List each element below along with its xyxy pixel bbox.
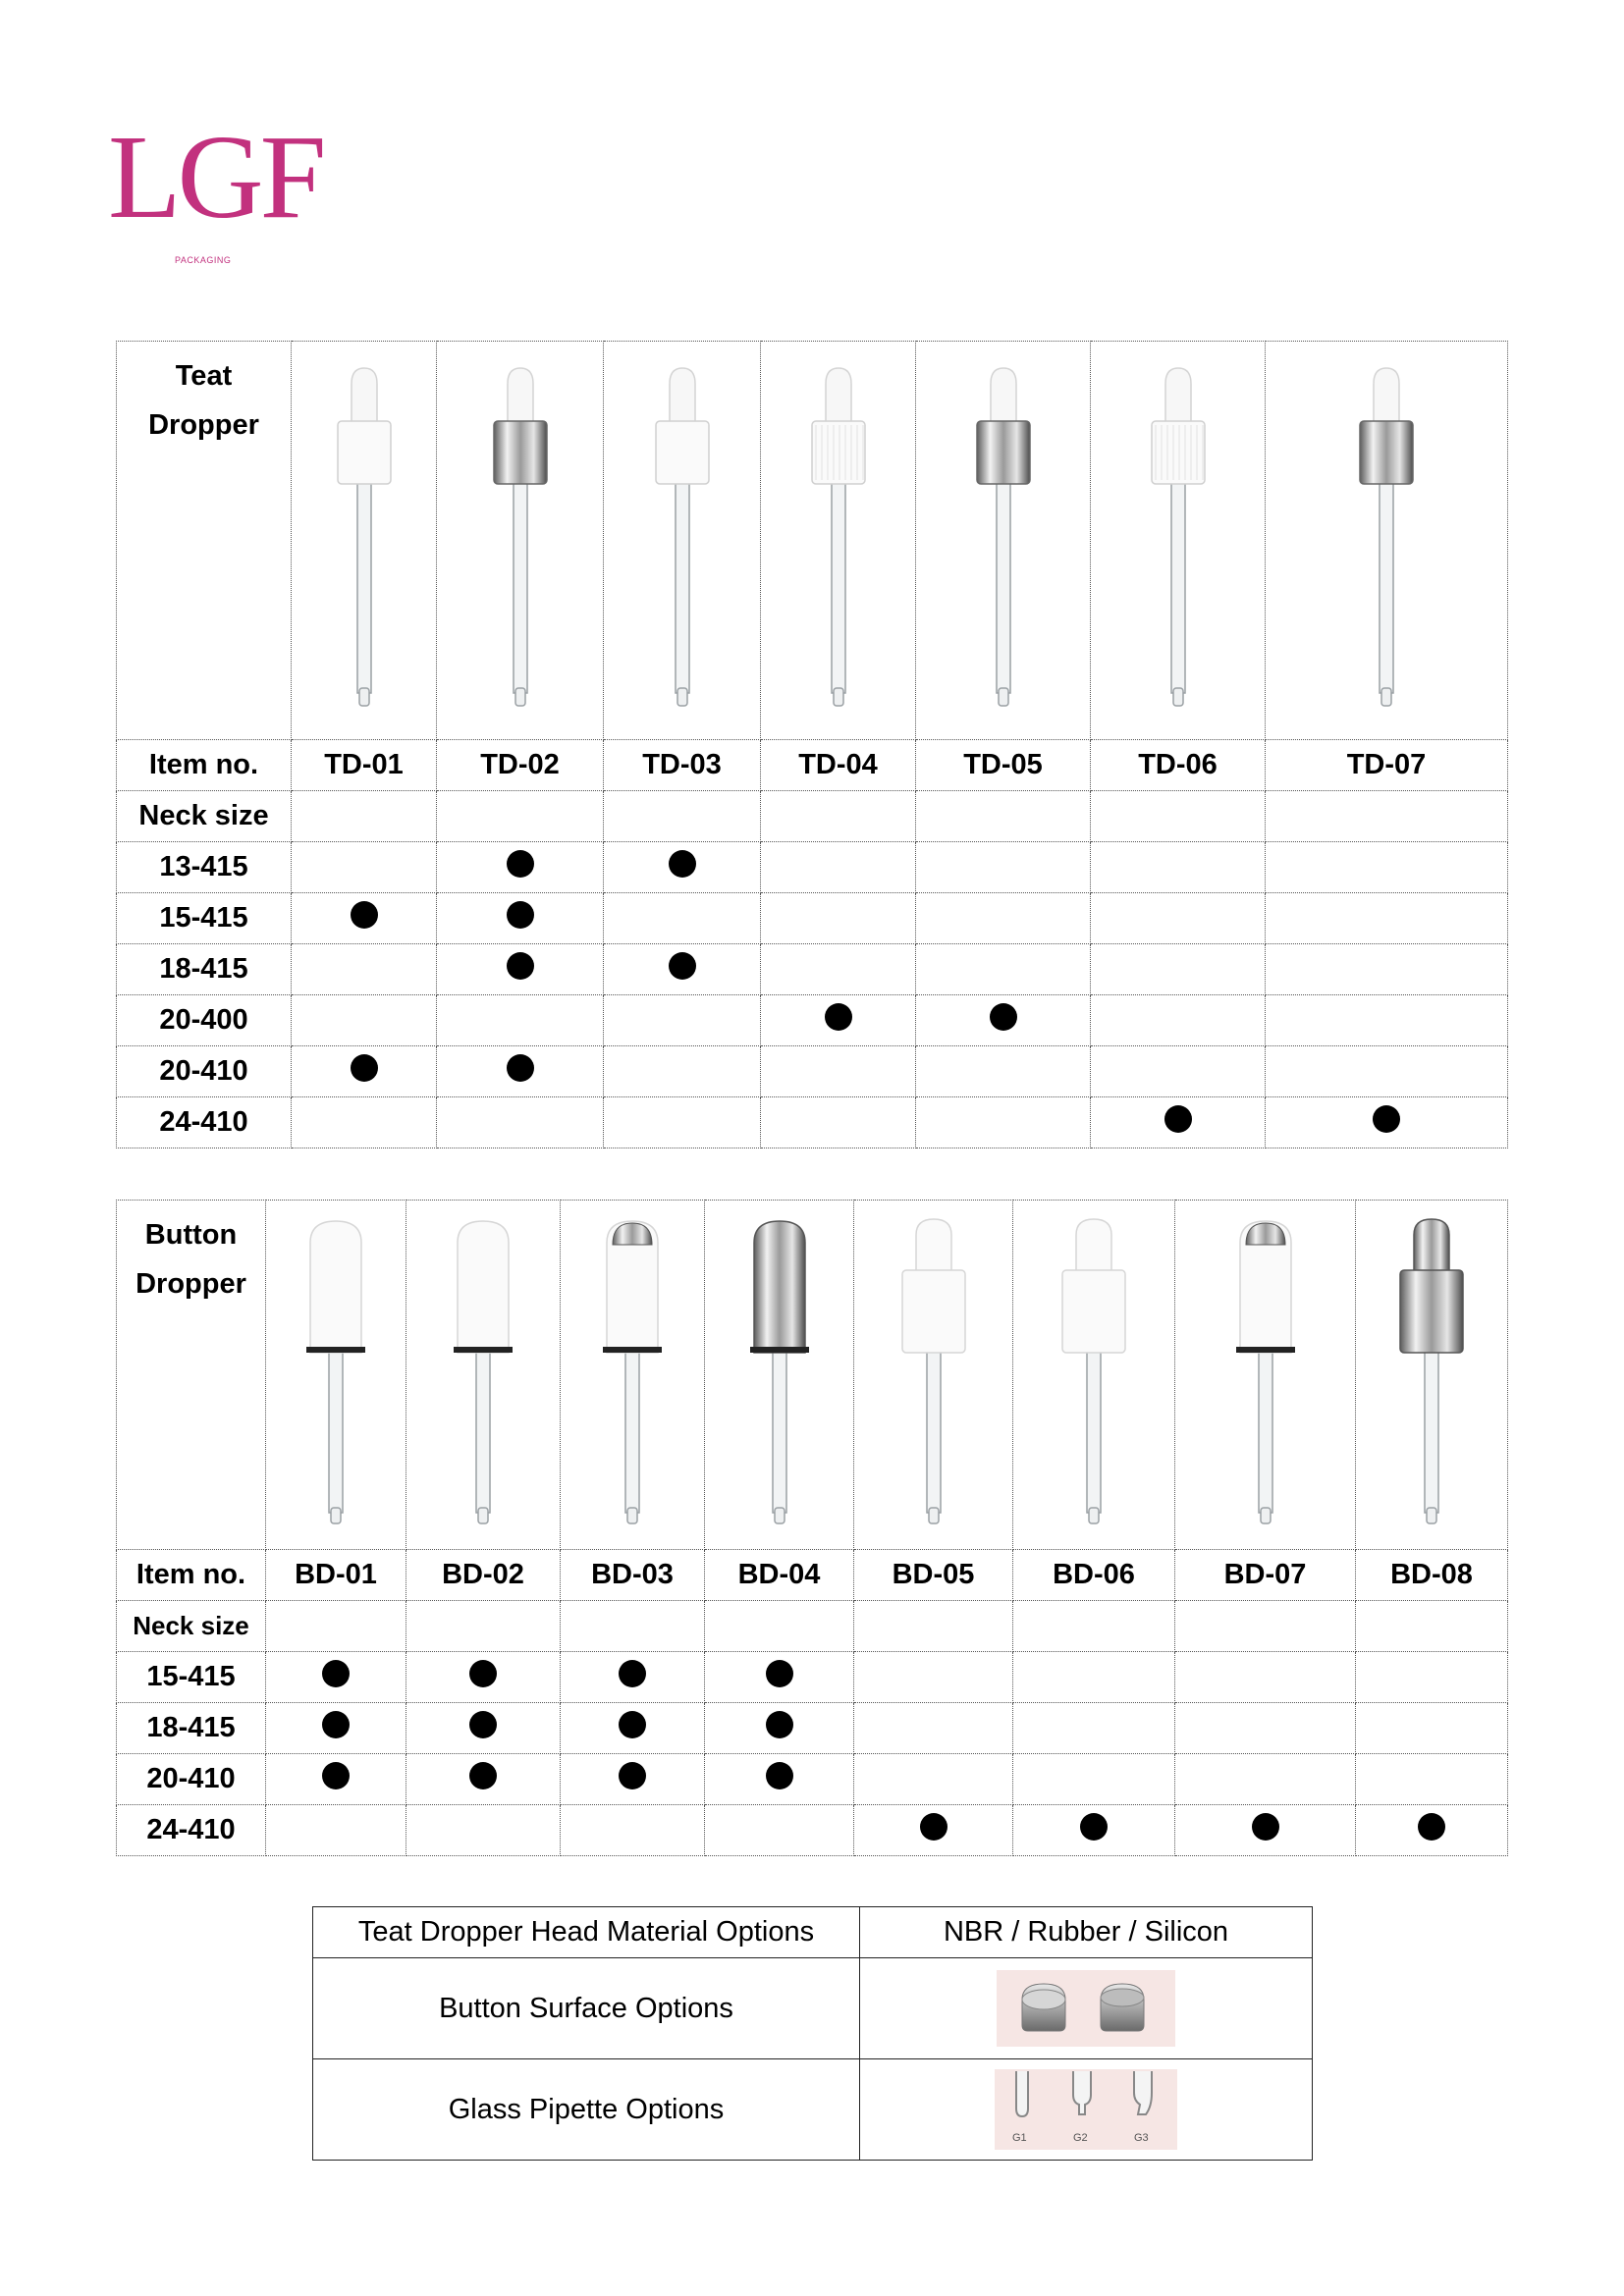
availability-cell [761, 944, 916, 995]
availability-cell [292, 995, 437, 1046]
availability-cell [292, 1046, 437, 1097]
button-dropper-image [894, 1213, 973, 1537]
button-image-cell [266, 1201, 406, 1550]
availability-cell [437, 842, 604, 893]
availability-cell [916, 944, 1091, 995]
button-neck-row [117, 1805, 1508, 1856]
availability-cell [266, 1754, 406, 1805]
available-dot [1252, 1813, 1279, 1841]
button-surface-label: Button Surface Options [313, 1958, 860, 2059]
teat-neck-row [117, 944, 1508, 995]
neck-size-value: 18-415 [117, 944, 292, 995]
neck-size-value: 15-415 [117, 1652, 266, 1703]
available-dot [619, 1660, 646, 1687]
availability-cell [1091, 893, 1266, 944]
teat-dropper-image [1352, 364, 1421, 718]
item-code: TD-07 [1266, 740, 1508, 791]
button-image-cell [1013, 1201, 1175, 1550]
item-no-label: Item no. [117, 740, 292, 791]
head-material-row [313, 1907, 1313, 1958]
availability-cell [1175, 1652, 1356, 1703]
availability-cell [705, 1805, 854, 1856]
availability-cell [1091, 995, 1266, 1046]
availability-cell [916, 1046, 1091, 1097]
availability-cell [916, 842, 1091, 893]
availability-cell [292, 1097, 437, 1148]
available-dot [507, 1054, 534, 1082]
availability-cell [1266, 893, 1508, 944]
availability-cell [266, 1652, 406, 1703]
options-table [312, 1906, 1313, 2161]
pipette-code: G2 [1073, 2132, 1088, 2144]
availability-cell [604, 1097, 761, 1148]
availability-cell [854, 1703, 1013, 1754]
teat-image-cell [604, 342, 761, 740]
pipette-code: G3 [1134, 2132, 1149, 2144]
teat-image-cell [292, 342, 437, 740]
availability-cell [705, 1652, 854, 1703]
item-code: BD-08 [1356, 1550, 1508, 1601]
available-dot [507, 952, 534, 980]
neck-size-value: 20-410 [117, 1046, 292, 1097]
availability-cell [1013, 1652, 1175, 1703]
availability-cell [854, 1754, 1013, 1805]
button-dropper-heading [117, 1201, 266, 1550]
glass-pipette-image [995, 2069, 1177, 2150]
available-dot [1164, 1105, 1192, 1133]
availability-cell [1091, 1097, 1266, 1148]
availability-cell [406, 1754, 561, 1805]
button-dropper-image [740, 1213, 819, 1537]
available-dot [766, 1660, 793, 1687]
button-image-row [117, 1201, 1508, 1550]
head-material-value: NBR / Rubber / Silicon [860, 1907, 1313, 1958]
available-dot [669, 850, 696, 878]
teat-image-cell [437, 342, 604, 740]
available-dot [351, 901, 378, 929]
availability-cell [761, 1046, 916, 1097]
button-surface-row [313, 1958, 1313, 2059]
available-dot [1418, 1813, 1445, 1841]
neck-size-value: 18-415 [117, 1703, 266, 1754]
availability-cell [705, 1754, 854, 1805]
availability-cell [1356, 1652, 1508, 1703]
neck-size-value: 24-410 [117, 1805, 266, 1856]
availability-cell [916, 893, 1091, 944]
teat-item-row [117, 740, 1508, 791]
heading-line-1: Button [144, 1219, 238, 1251]
availability-cell [1266, 1097, 1508, 1148]
neck-size-label: Neck size [117, 1601, 266, 1652]
available-dot [469, 1660, 497, 1687]
availability-cell [266, 1703, 406, 1754]
availability-cell [604, 995, 761, 1046]
item-code: BD-06 [1013, 1550, 1175, 1601]
item-code: BD-05 [854, 1550, 1013, 1601]
availability-cell [437, 893, 604, 944]
availability-cell [854, 1652, 1013, 1703]
available-dot [990, 1003, 1017, 1031]
item-code: TD-01 [292, 740, 437, 791]
item-no-label: Item no. [117, 1550, 266, 1601]
teat-dropper-heading [117, 342, 292, 740]
availability-cell [1091, 842, 1266, 893]
item-code: BD-07 [1175, 1550, 1356, 1601]
button-surface-swatch [860, 1958, 1313, 2059]
button-dropper-image [297, 1213, 375, 1537]
availability-cell [561, 1703, 705, 1754]
availability-cell [406, 1703, 561, 1754]
availability-cell [1013, 1703, 1175, 1754]
button-dropper-image [1226, 1213, 1305, 1537]
availability-cell [1356, 1754, 1508, 1805]
available-dot [322, 1762, 350, 1789]
pipette-code: G1 [1012, 2132, 1027, 2144]
item-code: BD-03 [561, 1550, 705, 1601]
teat-dropper-table [116, 341, 1508, 1148]
availability-cell [1013, 1805, 1175, 1856]
teat-image-cell [916, 342, 1091, 740]
availability-cell [437, 1097, 604, 1148]
button-dropper-image [593, 1213, 672, 1537]
logo-text: LGF [108, 111, 323, 243]
availability-cell [292, 944, 437, 995]
button-image-cell [406, 1201, 561, 1550]
available-dot [669, 952, 696, 980]
heading-line-2: Dropper [148, 409, 259, 441]
availability-cell [266, 1805, 406, 1856]
lgf-logo [108, 111, 324, 304]
teat-dropper-image [1144, 364, 1213, 718]
button-surface-image [997, 1970, 1175, 2047]
availability-cell [761, 995, 916, 1046]
heading-line-2: Dropper [135, 1268, 246, 1300]
availability-cell [406, 1652, 561, 1703]
available-dot [766, 1762, 793, 1789]
button-dropper-image [1392, 1213, 1471, 1537]
availability-cell [604, 944, 761, 995]
heading-line-1: Teat [175, 360, 233, 392]
availability-cell [1266, 995, 1508, 1046]
button-image-cell [705, 1201, 854, 1550]
teat-dropper-image [804, 364, 873, 718]
availability-cell [406, 1805, 561, 1856]
availability-cell [604, 842, 761, 893]
glass-pipette-swatch [860, 2059, 1313, 2161]
availability-cell [854, 1805, 1013, 1856]
availability-cell [916, 1097, 1091, 1148]
button-item-row [117, 1550, 1508, 1601]
available-dot [1080, 1813, 1108, 1841]
availability-cell [1356, 1805, 1508, 1856]
available-dot [322, 1711, 350, 1738]
button-image-cell [561, 1201, 705, 1550]
availability-cell [761, 1097, 916, 1148]
availability-cell [1356, 1703, 1508, 1754]
glass-pipette-label: Glass Pipette Options [313, 2059, 860, 2161]
item-code: BD-04 [705, 1550, 854, 1601]
head-material-label: Teat Dropper Head Material Options [313, 1907, 860, 1958]
neck-size-value: 20-400 [117, 995, 292, 1046]
availability-cell [1266, 1046, 1508, 1097]
availability-cell [1266, 842, 1508, 893]
availability-cell [916, 995, 1091, 1046]
teat-neck-row [117, 893, 1508, 944]
availability-cell [437, 944, 604, 995]
teat-dropper-image [969, 364, 1038, 718]
availability-cell [561, 1754, 705, 1805]
teat-neck-row [117, 1046, 1508, 1097]
button-dropper-image [1055, 1213, 1133, 1537]
button-caps-icon [997, 1970, 1175, 2047]
available-dot [920, 1813, 947, 1841]
item-code: BD-01 [266, 1550, 406, 1601]
teat-dropper-image [648, 364, 717, 718]
neck-size-label: Neck size [117, 791, 292, 842]
button-dropper-image [444, 1213, 522, 1537]
item-code: TD-03 [604, 740, 761, 791]
available-dot [351, 1054, 378, 1082]
availability-cell [561, 1652, 705, 1703]
availability-cell [561, 1805, 705, 1856]
available-dot [766, 1711, 793, 1738]
availability-cell [437, 995, 604, 1046]
availability-cell [1266, 944, 1508, 995]
available-dot [1373, 1105, 1400, 1133]
availability-cell [761, 842, 916, 893]
teat-neck-row [117, 995, 1508, 1046]
availability-cell [1091, 1046, 1266, 1097]
available-dot [507, 850, 534, 878]
availability-cell [1091, 944, 1266, 995]
button-neck-row [117, 1703, 1508, 1754]
available-dot [469, 1711, 497, 1738]
teat-image-cell [761, 342, 916, 740]
teat-dropper-image [330, 364, 399, 718]
button-neck-row [117, 1754, 1508, 1805]
available-dot [507, 901, 534, 929]
availability-cell [604, 1046, 761, 1097]
available-dot [825, 1003, 852, 1031]
item-code: TD-02 [437, 740, 604, 791]
availability-cell [1013, 1754, 1175, 1805]
availability-cell [1175, 1754, 1356, 1805]
teat-image-cell [1091, 342, 1266, 740]
teat-neck-header-row [117, 791, 1508, 842]
available-dot [619, 1762, 646, 1789]
teat-neck-row [117, 842, 1508, 893]
teat-neck-row [117, 1097, 1508, 1148]
neck-size-value: 24-410 [117, 1097, 292, 1148]
button-neck-row [117, 1652, 1508, 1703]
availability-cell [1175, 1703, 1356, 1754]
button-image-cell [1175, 1201, 1356, 1550]
item-code: BD-02 [406, 1550, 561, 1601]
button-neck-header-row [117, 1601, 1508, 1652]
item-code: TD-05 [916, 740, 1091, 791]
neck-size-value: 13-415 [117, 842, 292, 893]
available-dot [619, 1711, 646, 1738]
availability-cell [705, 1703, 854, 1754]
availability-cell [604, 893, 761, 944]
available-dot [469, 1762, 497, 1789]
teat-image-cell [1266, 342, 1508, 740]
available-dot [322, 1660, 350, 1687]
availability-cell [292, 842, 437, 893]
teat-dropper-image [486, 364, 555, 718]
item-code: TD-06 [1091, 740, 1266, 791]
logo-subtext: PACKAGING [175, 255, 232, 265]
button-dropper-table [116, 1200, 1508, 1856]
teat-image-row [117, 342, 1508, 740]
neck-size-value: 20-410 [117, 1754, 266, 1805]
availability-cell [292, 893, 437, 944]
glass-pipette-row [313, 2059, 1313, 2161]
button-image-cell [854, 1201, 1013, 1550]
availability-cell [1175, 1805, 1356, 1856]
neck-size-value: 15-415 [117, 893, 292, 944]
availability-cell [761, 893, 916, 944]
button-image-cell [1356, 1201, 1508, 1550]
item-code: TD-04 [761, 740, 916, 791]
availability-cell [437, 1046, 604, 1097]
